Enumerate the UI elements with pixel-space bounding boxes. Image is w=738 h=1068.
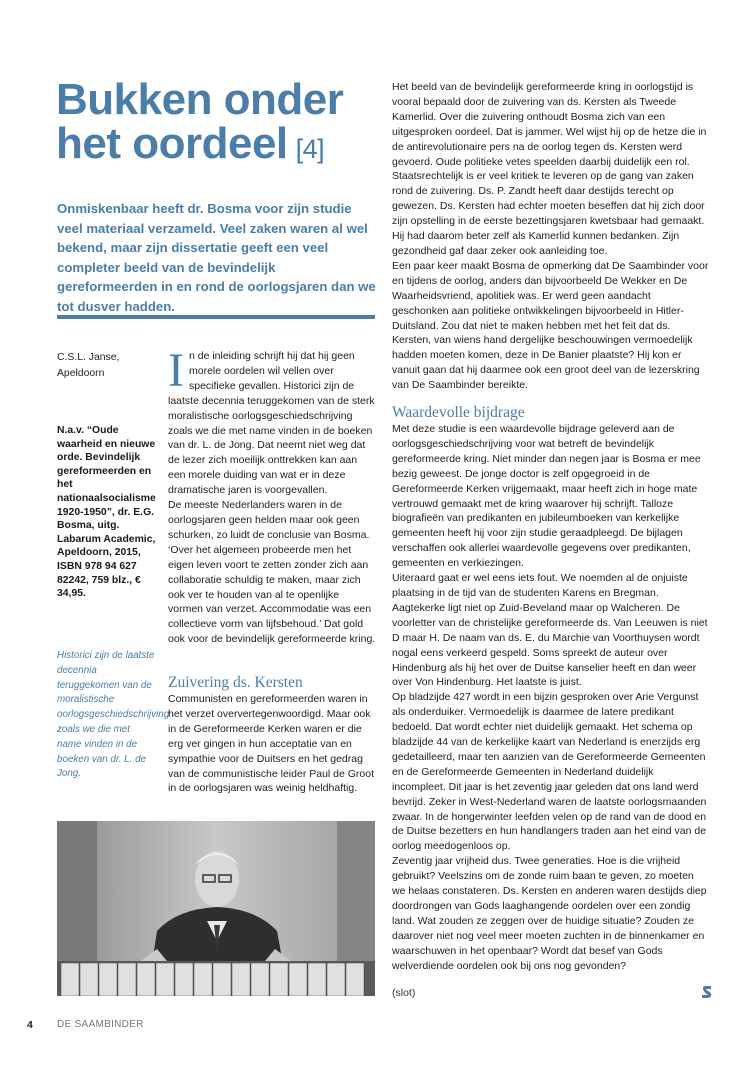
subheading-zuivering: Zuivering ds. Kersten <box>168 674 303 691</box>
subheading-waardevolle: Waardevolle bijdrage <box>392 404 525 421</box>
page-number: 4 <box>27 1019 33 1031</box>
body-paragraph: In de inleiding schrijft hij dat hij geen morele oordelen wil vellen over specifieke gevallen. Historici zijn de laatste decennia teruggekomen van de sterk moralistische oorlogsgeschiedschrijving zoals we die met name vinden in de boeken van dr. L. de Jong. Dat neemt niet weg dat de lezer zich moeilijk onttrekken kan aan een morele duiding van wat er in deze dramatische jaren is voorgevallen. <box>168 344 375 497</box>
lead-paragraph: Onmiskenbaar heeft dr. Bosma voor zijn studie veel materiaal verzameld. Veel zaken waren al wel bekend, maar zijn dissertatie geeft een veel completer beeld van de bevindelijk gereformeerden in en rond de oorlogsjaren dan we tot dusver hadden. <box>57 201 376 314</box>
author-byline <box>57 350 147 381</box>
book-info: N.a.v. “Oude waarheid en nieuwe orde. Bevindelijk gereformeerden en het nationaalsocialisme 1920-1950”, dr. E.G. Bosma, uitg. Labarum Academic, Apeldoorn, 2015, ISBN 978 94 627 82242, 759 blz., € 34,95. <box>57 425 156 600</box>
portrait-photo-image <box>57 821 375 996</box>
body-column-2 <box>392 80 710 393</box>
author-place: Apeldoorn <box>57 367 105 379</box>
body-paragraph: De meeste Nederlanders waren in de oorlogsjaren geen helden maar ook geen schurken, zo luidt de conclusie van Bosma. ‘Over het algemeen probeerde men het eigen leven voort te zetten zonder zich aan collaboratie schuldig te maken, maar zich ook ver te houden van al te openlijke vormen van verzet. Accommodatie was een collectieve vorm van lijfsbehoud.’ Dat gold ook voor de bevindelijk gereformeerde kring. <box>168 499 376 646</box>
body-paragraph: Communisten en gereformeerden waren in het verzet oververtegenwoordigd. Maar ook in de Gereformeerde Kerken waren er die erg ver gingen in hun acceptatie van en sympathie voor de Duitsers en het gedrag van de communistische leider Paul de Groot in de oorlogsjaren was weinig heldhaftig. <box>168 693 375 795</box>
closing-note: (slot) <box>392 987 416 999</box>
pull-quote: Historici zijn de laatste decennia teruggekomen van de moralistische oorlogsgeschiedschrijving zoals we die met name vinden in de boeken van dr. L. de Jong. <box>57 650 170 780</box>
body-paragraph: Het beeld van de bevindelijk gereformeerde kring in oorlogstijd is vooral bepaald door de zuivering van ds. Kersten als Tweede Kamerlid. Over die zuivering onthoudt Bosma zich van een uitgesproken oordeel. Dat is jammer. Wel wijst hij op de hetze die in de antirevolutionaire pers na de oorlog tegen ds. Kersten werd gevoerd. Oude politieke vetes speelden daarbij duidelijk een rol. Staatsrechtelijk is er veel kritiek te leveren op de gang van zaken rond de zuivering. Ds. P. Zandt heeft daar destijds terecht op gewezen. Ds. Kersten had echter moeten beseffen dat hij zich door zijn opstelling in de eerste bezettingsjaren kwetsbaar had gemaakt. Hij had daarom beter zelf als Kamerlid kunnen bedanken. Zijn gezondheid gaf daar zeker ook aanleiding toe. <box>392 81 707 257</box>
article-title <box>56 75 376 171</box>
author-name: C.S.L. Janse, <box>57 352 120 363</box>
body-paragraph: Met deze studie is een waardevolle bijdrage geleverd aan de oorlogsgeschiedschrijving voor wat betreft de bevindelijk gereformeerde kring. Niet minder dan negen jaar is Bosma er mee bezig geweest. De jonge doctor is zelf opgegroeid in de Gereformeerde Kerken vrijgemaakt, maar heeft zich in hoge mate vertrouwd gemaakt met de kring waarover hij schrijft. Talloze biografieën van predikanten en jubileumboeken van kerkelijke gemeenten heeft hij voor zijn studie geraadpleegd. De bijlagen verschaffen ook allerlei waardevolle gegevens over predikanten, gemeenten en verkiezingen. <box>392 423 701 570</box>
portrait-photo <box>57 821 375 996</box>
end-mark-icon <box>700 985 714 999</box>
body-column-1 <box>168 344 376 647</box>
drop-cap: I <box>168 344 184 397</box>
body-paragraph: Zeventig jaar vrijheid dus. Twee generaties. Hoe is die vrijheid gebruikt? Veelszins om de zonde ruim baan te geven, zo moeten we helaas constateren. Ds. Kersten en anderen waren destijds diep doordrongen van Gods laaghangende oordelen over een zondig land. Wat zouden ze zeggen over de huidige situatie? Zouden ze daarover niet nog veel meer moeten zuchten in de binnenkamer en waarschuwen in het openbaar? Wordt dat besef van Gods welverdiende oordelen ook bij ons nog gevonden? <box>392 855 707 972</box>
section-divider <box>57 315 375 319</box>
body-paragraph: Uiteraard gaat er wel eens iets fout. We noemden al de onjuiste plaatsing in de tijd van de studenten Karens en Bregman. Aagtekerke ligt niet op Zuid-Beveland maar op Walcheren. De voorletter van de christelijke gereformeerde ds. Van Leeuwen is niet D maar H. De naam van ds. E. du Marchie van Voorthuysen wordt nogal eens verkeerd gespeld. Soms spreekt de auteur over Hindenburg als hij het over de Duitse kanselier heeft en dan weer over Von Hindenburg. Het laatste is juist. <box>392 572 708 689</box>
title-series-number: [4] <box>295 134 325 164</box>
body-paragraph: Een paar keer maakt Bosma de opmerking dat De Saambinder voor en tijdens de oorlog, anders dan bijvoorbeeld De Wekker en De Waarheidsvriend, apolitiek was. Er werd geen aandacht geschonken aan politieke ontwikkelingen bijvoorbeeld in Hitler-Duitsland. Zou dat niet te maken hebben met het feit dat ds. Kersten, van wiens hand dergelijke beschouwingen vermoedelijk hadden moeten komen, deze in De Banier plaatste? Hij kon er vanuit gaan dat hij daarmee ook een groot deel van de lezerskring van De Saambinder bereikte. <box>392 259 709 392</box>
body-column-2-continued <box>392 422 710 974</box>
title-line-1: Bukken onder <box>56 75 344 124</box>
publication-name: DE SAAMBINDER <box>57 1019 144 1030</box>
body-column-1-continued <box>168 692 376 796</box>
title-line-2: het oordeel <box>56 119 288 168</box>
body-paragraph: Op bladzijde 427 wordt in een bijzin gesproken over Arie Vergunst als onderduiker. Vermoedelijk is daarmee de latere predikant bedoeld. Dat wordt echter niet duidelijk gemaakt. Het schema op bladzijde 44 van de kerkelijke kaart van Nederland is enerzijds erg gedetailleerd, maar ten aanzien van de Gereformeerde Gemeenten en de Gereformeerde Gemeenten in Nederland duidelijk incompleet. Dit jaar is het zeventig jaar geleden dat ons land werd bevrijd. Zeker in West-Nederland waren de laatste oorlogsmaanden zwaar. In de hongerwinter leefden velen op de rand van de dood en de Duitse bezetters en hun handlangers traden aan het eind van de oorlog meedogenloos op. <box>392 691 707 853</box>
